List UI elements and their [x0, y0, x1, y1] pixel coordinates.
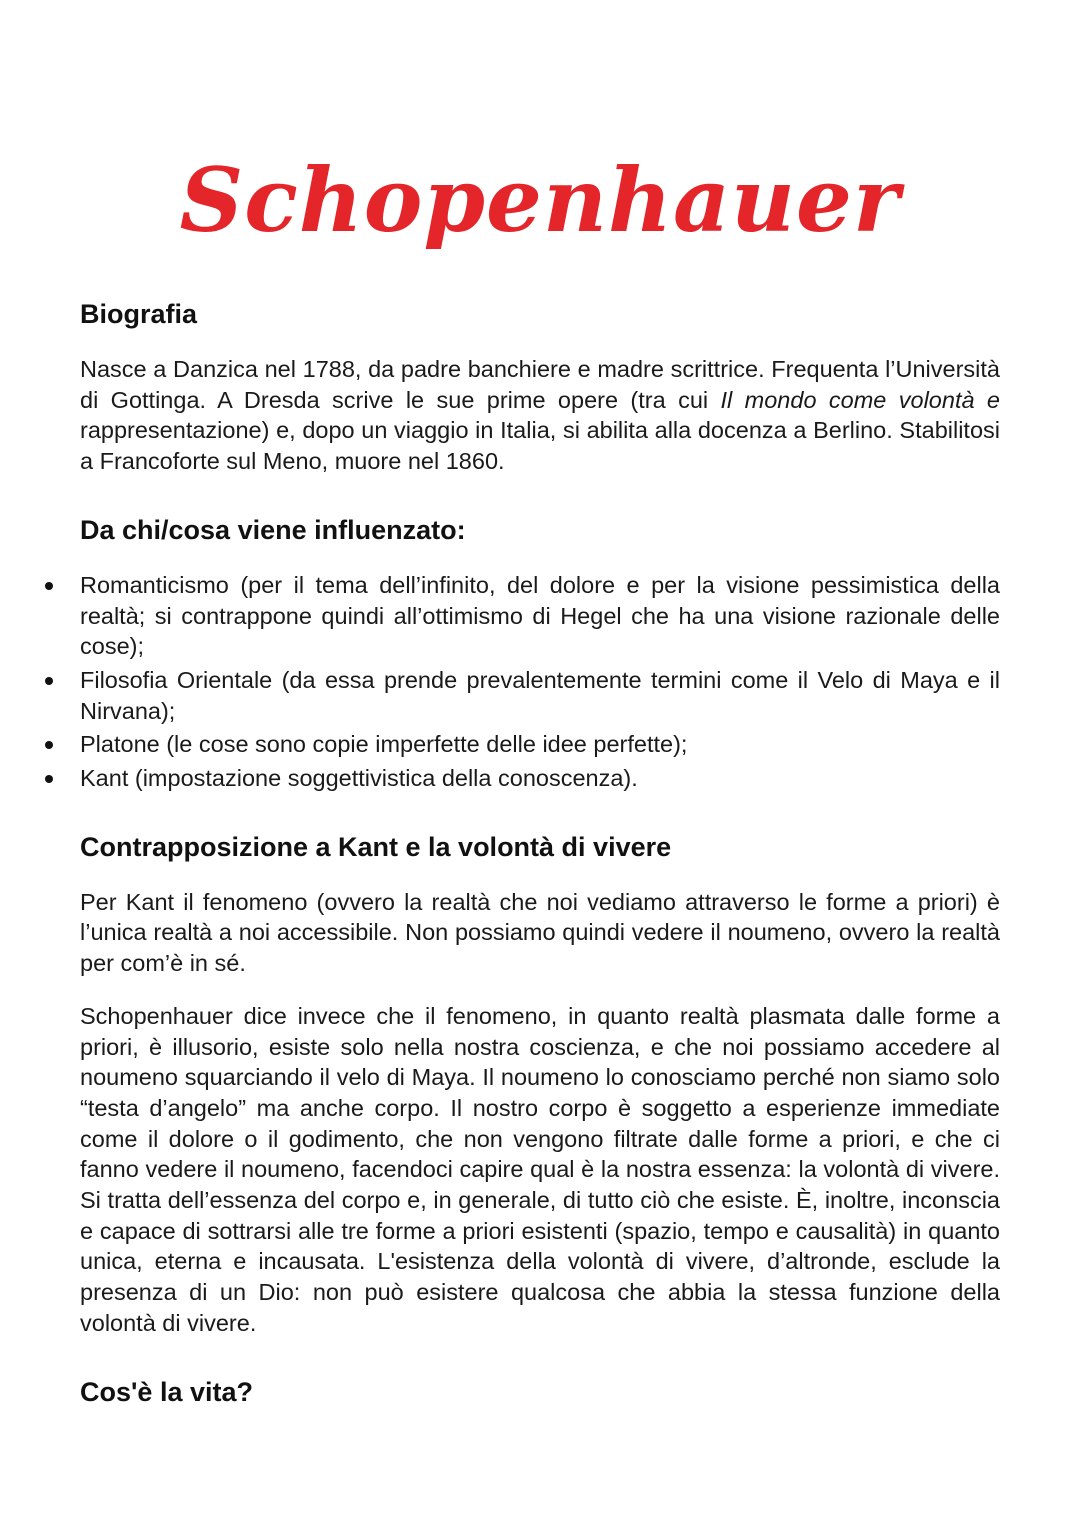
section-heading-influenze: Da chi/cosa viene influenzato: — [80, 514, 466, 545]
section-heading-vita: Cos'è la vita? — [80, 1376, 253, 1407]
document-body — [80, 296, 1000, 1410]
bullet-icon — [45, 775, 53, 783]
list-item — [80, 763, 1000, 794]
list-item-text: Filosofia Orientale (da essa prende prevalentemente termini come il Velo di Maya e il Nirvana); — [80, 666, 1000, 724]
list-item-text: Kant (impostazione soggettivistica della conoscenza). — [80, 765, 638, 792]
section-heading-biografia: Biografia — [80, 299, 198, 329]
influences-list — [80, 570, 1000, 794]
list-item-text: Romanticismo (per il tema dell’infinito, del dolore e per la visione pessimistica della realtà; si contrappone quindi all’ottimismo di Hegel che ha una visione razionale delle cose); — [80, 571, 1000, 660]
section-heading-kant: Contrapposizione a Kant e la volontà di vivere — [80, 831, 672, 862]
schopenhauer-paragraph: Schopenhauer dice invece che il fenomeno, in quanto realtà plasmata dalle forme a priori, è illusorio, esiste solo nella nostra coscienza, e che noi possiamo accedere al noumeno squarciando il velo di Maya. Il noumeno lo conosciamo perché non siamo solo “testa d’angelo” ma anche corpo. Il nostro corpo è soggetto a esperienze immediate come il dolore o il godimento, che non vengono filtrate dalle forme a priori, e che ci fanno vedere il noumeno, facendoci capire qual è la nostra essenza: la volontà di vivere. Si tratta dell’essenza del corpo e, in generale, di tutto ciò che esiste. È, inoltre, inconscia e capace di sottrarsi alle tre forme a priori esistenti (spazio, tempo e causalità) in quanto unica, eterna e incausata. L'esistenza della volontà di vivere, d’altronde, esclude la presenza di un Dio: non può esistere qualcosa che abbia la stessa funzione della volontà di vivere. — [80, 1002, 1000, 1336]
biografia-text-end: rappresentazione) e, dopo un viaggio in Italia, si abilita alla docenza a Berlino. Stabilitosi a Francoforte sul Meno, muore nel 1860. — [80, 417, 1000, 475]
list-item-text: Platone (le cose sono copie imperfette delle idee perfette); — [80, 731, 688, 758]
list-item — [80, 570, 1000, 662]
list-item — [80, 729, 1000, 760]
biografia-paragraph — [80, 354, 1000, 477]
biografia-text-start: Nasce a Danzica nel 1788, da padre banchiere e madre scrittrice. Frequenta l’Università di Gottinga. A Dresda scrive le sue prime opere (tra cui — [80, 356, 1000, 413]
list-item — [80, 665, 1000, 726]
kant-paragraph: Per Kant il fenomeno (ovvero la realtà che noi vediamo attraverso le forme a priori) è l’unica realtà a noi accessibile. Non possiamo quindi vedere il noumeno, ovvero la realtà per com’è in sé. — [80, 888, 1000, 977]
page-title: Schopenhauer — [179, 148, 901, 252]
work-title-italic: Il mondo come volontà e — [720, 386, 1000, 413]
bullet-icon — [45, 741, 53, 749]
bullet-icon — [45, 677, 53, 685]
bullet-icon — [45, 582, 53, 590]
